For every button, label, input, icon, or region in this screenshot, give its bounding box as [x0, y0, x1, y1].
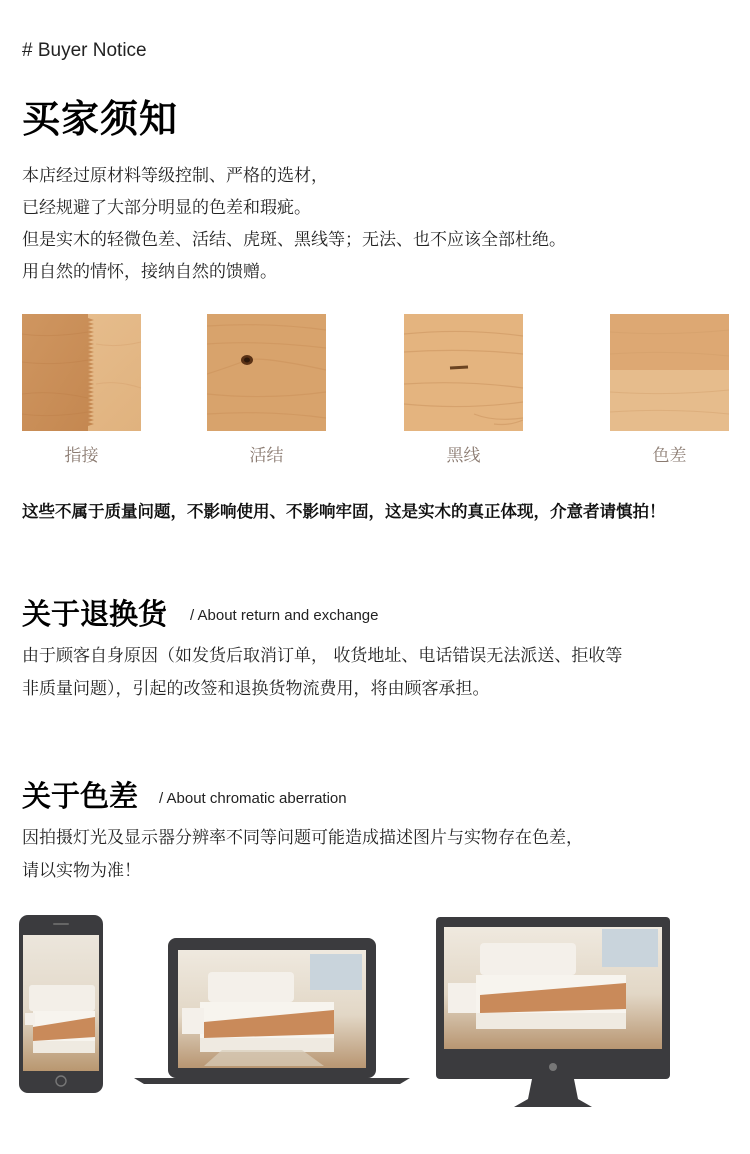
intro-line: 用自然的情怀，接纳自然的馈赠。 [22, 262, 277, 282]
buyer-notice-label: # Buyer Notice [22, 40, 147, 61]
color-difference-wood-image [610, 314, 729, 431]
returns-section-body [22, 640, 732, 706]
color-line: 请以实物为准！ [22, 861, 141, 881]
wood-sample-label: 指接 [64, 446, 99, 466]
quality-disclaimer: 这些不属于质量问题，不影响使用、不影响牢固，这是实木的真正体现，介意者请慎拍！ [22, 502, 666, 521]
color-line: 因拍摄灯光及显示器分辨率不同等问题可能造成描述图片与实物存在色差， [22, 828, 583, 848]
laptop-device-image [134, 938, 410, 1086]
wood-sample-label: 活结 [249, 446, 284, 466]
intro-line: 已经规避了大部分明显的色差和瑕疵。 [22, 198, 311, 218]
finger-joint-wood-image [22, 314, 141, 431]
intro-line: 本店经过原材料等级控制、严格的选材， [22, 166, 328, 186]
color-section-subtitle: / About chromatic aberration [159, 790, 347, 807]
intro-line: 但是实木的轻微色差、活结、虎斑、黑线等；无法、也不应该全部杜绝。 [22, 230, 566, 250]
live-knot-wood-image [207, 314, 326, 431]
returns-section-subtitle: / About return and exchange [190, 607, 379, 624]
wood-sample-label: 黑线 [446, 446, 481, 466]
wood-sample-label: 色差 [652, 446, 687, 466]
desktop-monitor-device-image [436, 917, 670, 1107]
returns-line: 由于顾客自身原因（如发货后取消订单， 收货地址、电话错误无法派送、拒收等 [22, 646, 623, 666]
color-section-title: 关于色差 [22, 779, 139, 813]
page-title: 买家须知 [22, 97, 179, 141]
intro-paragraph [22, 160, 722, 288]
returns-section-title: 关于退换货 [22, 597, 168, 631]
black-line-wood-image [404, 314, 523, 431]
color-section-body [22, 822, 732, 888]
returns-line: 非质量问题），引起的改签和退换货物流费用，将由顾客承担。 [22, 679, 490, 699]
phone-device-image [19, 915, 103, 1093]
